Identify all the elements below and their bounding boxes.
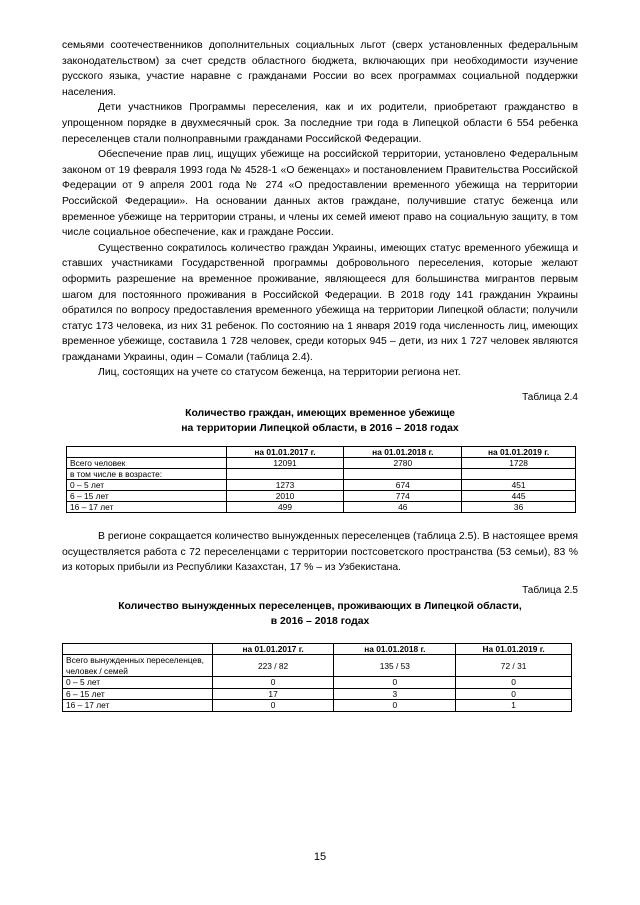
table-2-4-title-line1: Количество граждан, имеющих временное убежище <box>185 408 455 420</box>
paragraph-ukraine-citizens: Существенно сократилось количество граждан Украины, имеющих статус временного убежища и ставших участниками Государственной программы добровольного переселения, которые желают оформить разрешение на временное проживание, являющееся для большинства мигрантов первым шагом для постоянного проживания в Российской Федерации. В 2018 году 141 гражданин Украины обратился по вопросу предоставления временного убежища на территории Липецкой области; получили статус 173 человека, из них 31 ребенок. По состоянию на 1 января 2019 года численность лиц, имеющих временное убежище, составила 1 728 человек, среди которых 945 – дети, из них 1 727 человек являются гражданами Украины, один – Сомали (таблица 2.4). <box>62 242 578 363</box>
table-header-row <box>63 643 572 655</box>
table-row <box>67 502 576 513</box>
table-cell: 1728 <box>462 458 576 469</box>
table-header-cell: на 01.01.2018 г. <box>334 643 456 655</box>
row-label: 6 – 15 лет <box>67 491 227 502</box>
table-row <box>67 469 576 480</box>
table-row <box>67 480 576 491</box>
table-cell: 0 <box>212 700 334 712</box>
paragraph-asylum-law: Обеспечение прав лиц, ищущих убежище на российской территории, установлено Федеральным законом от 19 февраля 1993 года № 4528-1 «О беженцах» и постановлением Правительства Российской Федерации от 9 апреля 2001 года № 274 «О предоставлении временного убежища на территории Российской Федерации». На основании данных актов граждане, получившие статус беженца или временное убежище на территории страны, и члены их семей имеют право на социальную защиту, в том числе социальное обеспечение, как и граждане России. <box>62 149 578 239</box>
table-cell: 499 <box>226 502 344 513</box>
table-header-cell <box>63 643 213 655</box>
table-cell: 674 <box>344 480 462 491</box>
table-cell: 46 <box>344 502 462 513</box>
table-cell: 3 <box>334 688 456 700</box>
table-cell: 0 <box>334 700 456 712</box>
table-cell: 135 / 53 <box>334 655 456 677</box>
row-label: 6 – 15 лет <box>63 688 213 700</box>
row-label: 16 – 17 лет <box>67 502 227 513</box>
paragraph-forced-migrants: В регионе сокращается количество вынужденных переселенцев (таблица 2.5). В настоящее время осуществляется работа с 72 переселенцами с территории постсоветского пространства (53 семьи), 83 % из которых прибыли из Республики Казахстан, 17 % – из Узбекистана. <box>62 531 578 574</box>
table-header-row <box>67 447 576 458</box>
row-label: 0 – 5 лет <box>67 480 227 491</box>
table-cell: 0 <box>212 677 334 689</box>
table-cell: 0 <box>456 677 572 689</box>
table-header-cell: На 01.01.2019 г. <box>456 643 572 655</box>
table-cell: 451 <box>462 480 576 491</box>
table-header-cell: на 01.01.2017 г. <box>226 447 344 458</box>
table-cell <box>344 469 462 480</box>
table-row <box>63 677 572 689</box>
table-cell: 2780 <box>344 458 462 469</box>
table-cell: 72 / 31 <box>456 655 572 677</box>
row-label: 0 – 5 лет <box>63 677 213 689</box>
paragraph-refugees: Лиц, состоящих на учете со статусом беженца, на территории региона нет. <box>98 367 461 379</box>
table-cell: 1273 <box>226 480 344 491</box>
table-header-cell: на 01.01.2019 г. <box>462 447 576 458</box>
table-row <box>67 458 576 469</box>
table-cell <box>462 469 576 480</box>
table-2-5-title-line2: в 2016 – 2018 годах <box>270 615 370 627</box>
paragraph-continuation: семьями соотечественников дополнительных социальных льгот (сверх установленных федеральным законодательством) за счет средств областного бюджета, включающих при необходимости изучение русского языка, участие наравне с гражданами России во всех программах социальной поддержки населения. <box>62 40 578 98</box>
table-cell: 0 <box>334 677 456 689</box>
table-2-5-title <box>62 599 578 629</box>
table-2-4-title-line2: на территории Липецкой области, в 2016 – 2018 годах <box>181 423 459 435</box>
table-cell: 2010 <box>226 491 344 502</box>
table-2-4-label: Таблица 2.4 <box>522 392 578 404</box>
row-label: в том числе в возрасте: <box>67 469 227 480</box>
table-cell: 445 <box>462 491 576 502</box>
table-cell: 774 <box>344 491 462 502</box>
table-cell: 17 <box>212 688 334 700</box>
page-number: 15 <box>313 851 327 863</box>
paragraph-children-citizenship: Дети участников Программы переселения, как и их родители, приобретают гражданство в упрощенном порядке в двухмесячный срок. За последние три года в Липецкой области 6 554 ребенка переселенцев стали полноправными гражданами Российской Федерации. <box>62 102 578 145</box>
table-cell: 0 <box>456 688 572 700</box>
table-row <box>63 700 572 712</box>
row-label: Всего вынужденных переселенцев, человек / семей <box>63 655 213 677</box>
table-temporary-asylum <box>66 446 576 513</box>
table-row <box>67 491 576 502</box>
table-cell: 36 <box>462 502 576 513</box>
table-2-5-label: Таблица 2.5 <box>522 584 578 596</box>
table-cell: 12091 <box>226 458 344 469</box>
table-row <box>63 655 572 677</box>
table-header-cell <box>67 447 227 458</box>
table-2-4-title <box>62 406 578 436</box>
table-header-cell: на 01.01.2017 г. <box>212 643 334 655</box>
table-cell <box>226 469 344 480</box>
row-label: 16 – 17 лет <box>63 700 213 712</box>
table-cell: 223 / 82 <box>212 655 334 677</box>
table-2-5-title-line1: Количество вынужденных переселенцев, проживающих в Липецкой области, <box>118 600 522 612</box>
table-row <box>63 688 572 700</box>
table-forced-migrants <box>62 643 572 712</box>
row-label: Всего человек <box>67 458 227 469</box>
table-cell: 1 <box>456 700 572 712</box>
table-header-cell: на 01.01.2018 г. <box>344 447 462 458</box>
